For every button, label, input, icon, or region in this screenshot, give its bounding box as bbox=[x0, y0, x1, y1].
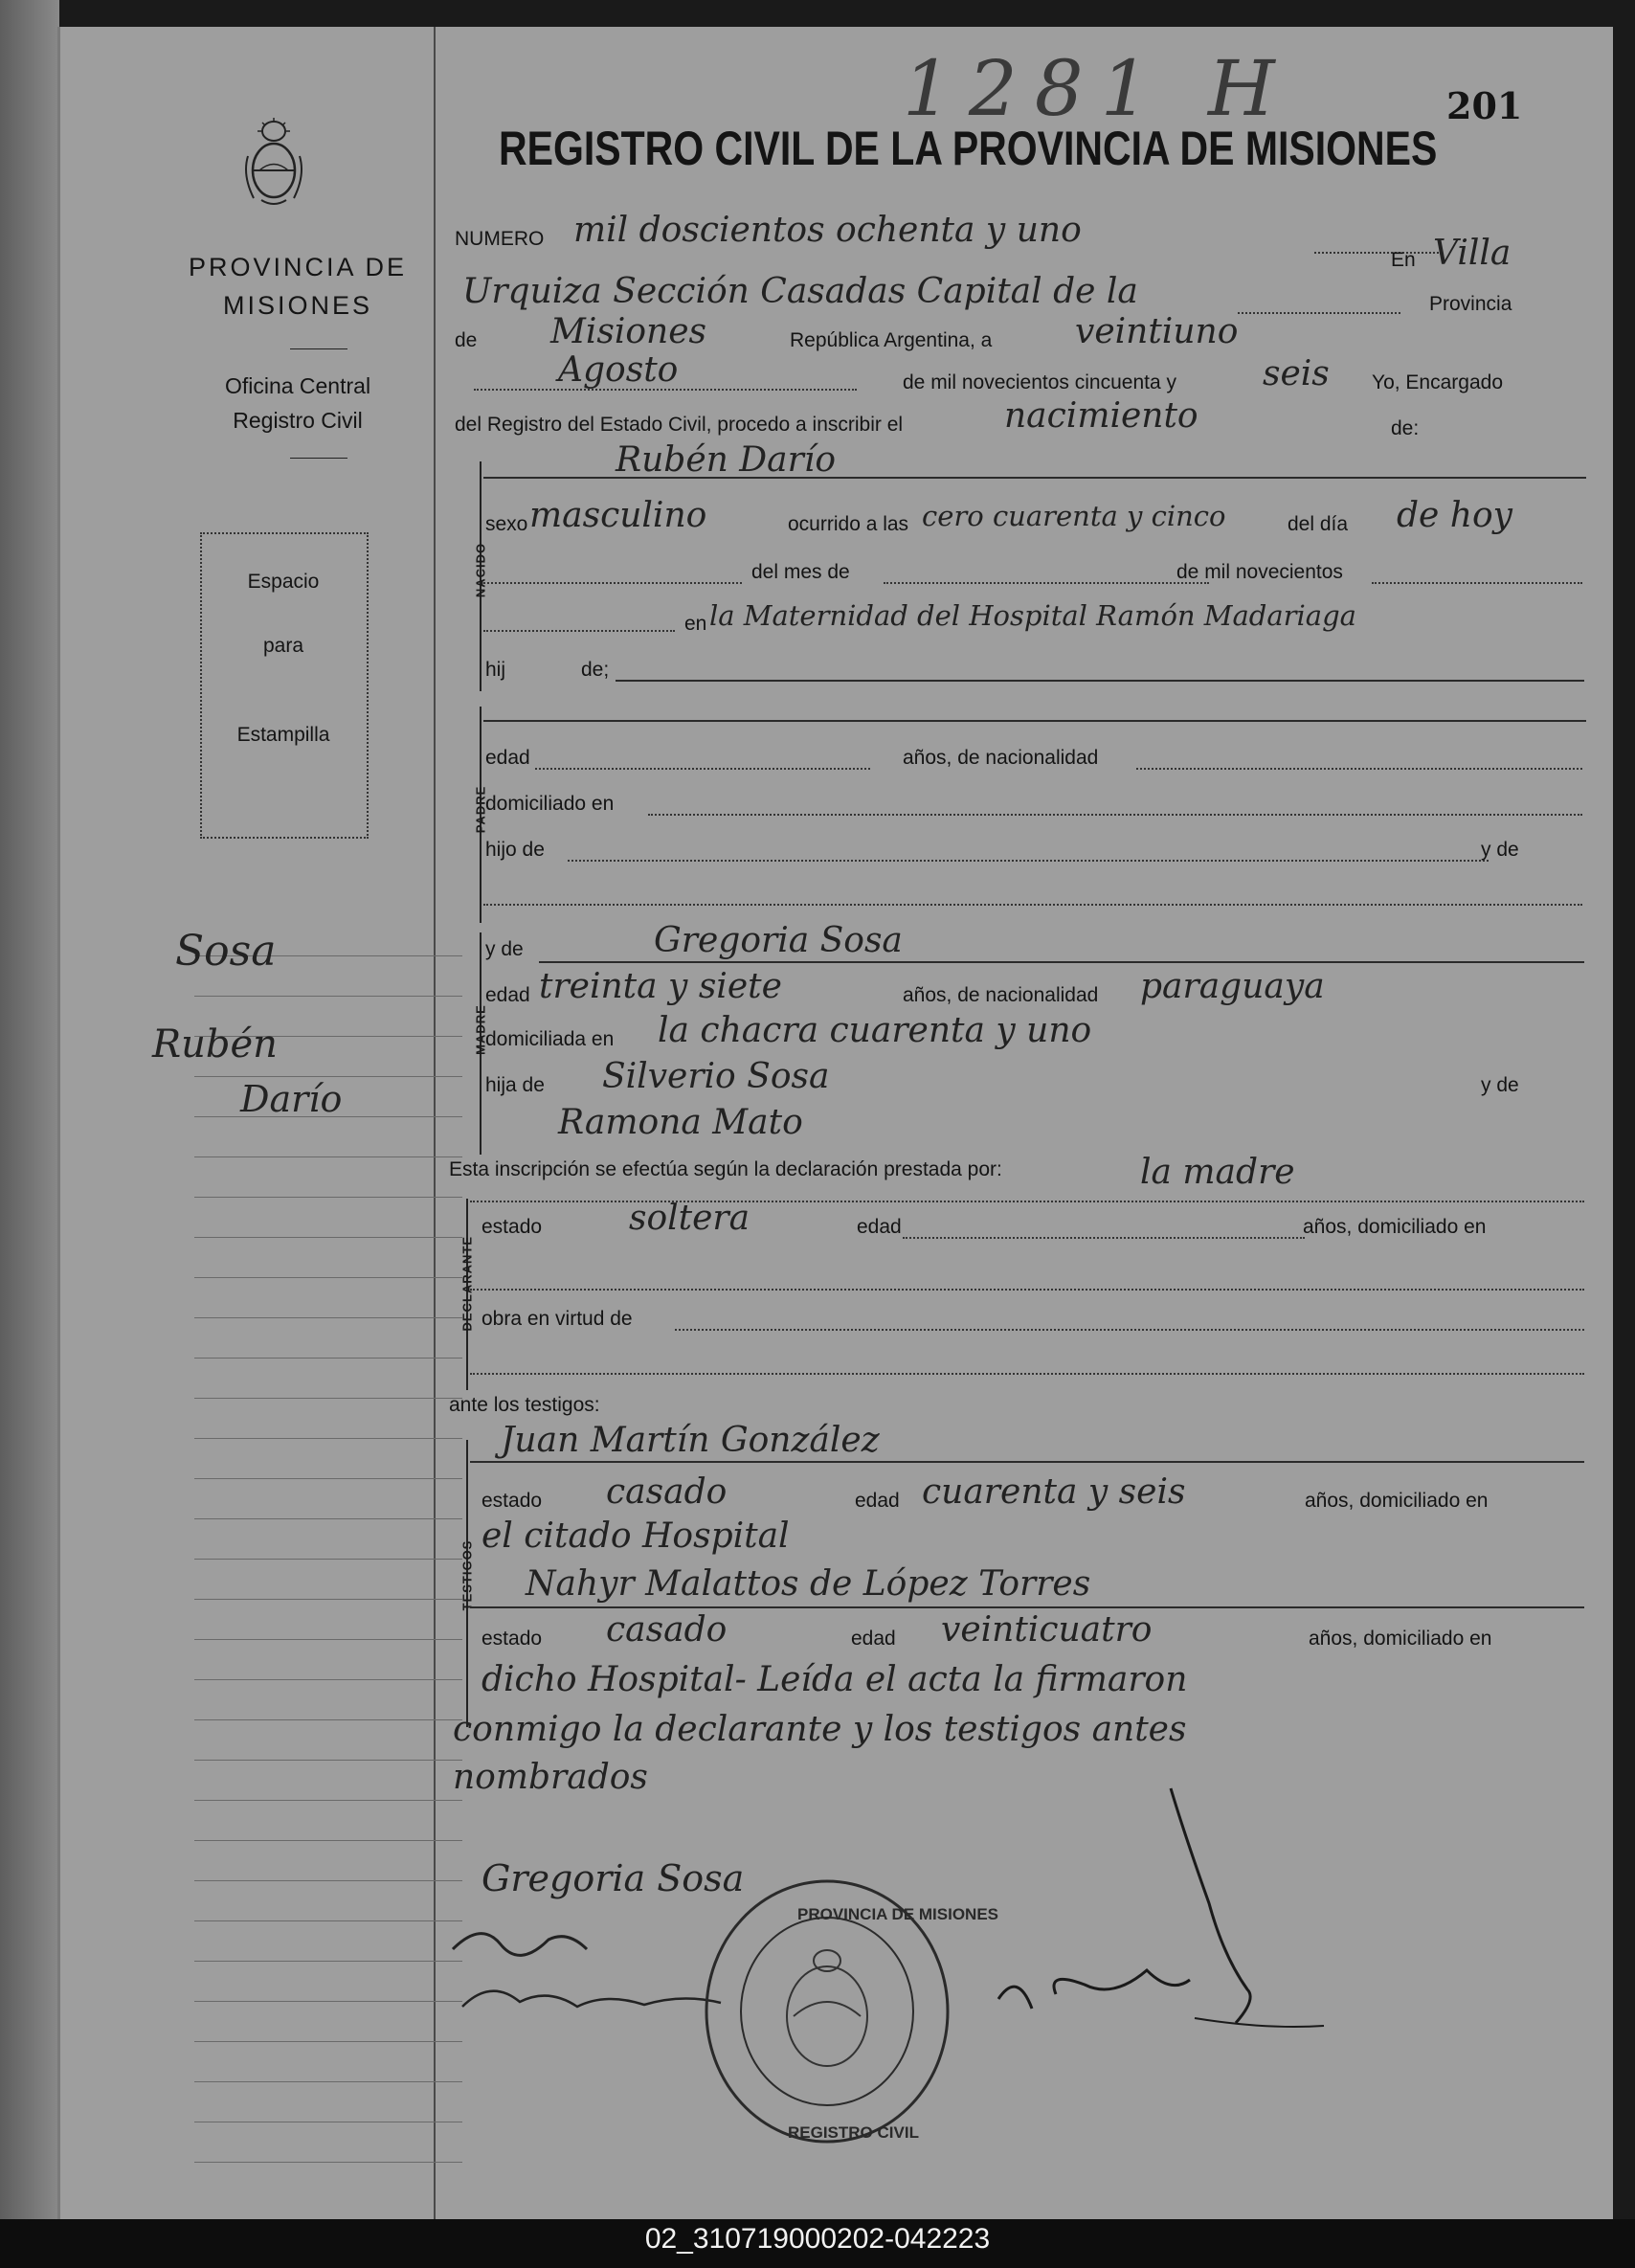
closing-line1: dicho Hospital- Leída el acta la firmaron bbox=[482, 1660, 1188, 1699]
de2-label: de: bbox=[1391, 417, 1420, 439]
numero-label: NUMERO bbox=[455, 228, 545, 250]
madre-nacionalidad: paraguaya bbox=[1140, 967, 1325, 1006]
register-page bbox=[57, 27, 1613, 2219]
de-label: de bbox=[455, 329, 478, 351]
seal-text-bottom: REGISTRO CIVIL bbox=[788, 2123, 919, 2142]
margin-surname: Sosa bbox=[175, 927, 277, 976]
coat-of-arms-icon bbox=[240, 118, 307, 209]
nacido-name: Rubén Darío bbox=[616, 440, 836, 480]
w2-anos-label: años, domiciliado en bbox=[1309, 1628, 1492, 1650]
obra-label: obra en virtud de bbox=[482, 1308, 633, 1330]
w1-domicilio: el citado Hospital bbox=[482, 1516, 790, 1556]
declarante-por: la madre bbox=[1140, 1153, 1295, 1192]
w1-name: Juan Martín González bbox=[501, 1421, 880, 1460]
image-id-caption: 02_310719000202-042223 bbox=[644, 2223, 991, 2255]
madre-name: Gregoria Sosa bbox=[654, 921, 903, 960]
province-line1: PROVINCIA DE bbox=[188, 253, 408, 281]
w2-estado-label: estado bbox=[482, 1628, 543, 1650]
margin-separator bbox=[434, 27, 436, 2219]
divider bbox=[290, 458, 347, 459]
w1-estado-label: estado bbox=[482, 1490, 543, 1512]
madre-anos-label: años, de nacionalidad bbox=[903, 984, 1099, 1006]
w1-estado: casado bbox=[606, 1472, 728, 1512]
declarante-anos-label: años, domiciliado en bbox=[1303, 1216, 1487, 1238]
madre-father: Silverio Sosa bbox=[602, 1057, 830, 1096]
province-value: Misiones bbox=[550, 312, 707, 351]
madre-mother: Ramona Mato bbox=[558, 1103, 803, 1142]
previous-page-edge bbox=[0, 0, 59, 2219]
closing-line3: nombrados bbox=[453, 1758, 648, 1797]
declarante-estado-label: estado bbox=[482, 1216, 543, 1238]
ocurrido-label: ocurrido a las bbox=[788, 513, 909, 535]
w2-edad-label: edad bbox=[851, 1628, 896, 1650]
testigos-label: ante los testigos: bbox=[449, 1394, 600, 1416]
padre-domicilio-label: domiciliado en bbox=[485, 793, 615, 815]
nacido-section-label: NACIDO bbox=[473, 542, 488, 598]
page-title: REGISTRO CIVIL DE LA PROVINCIA DE MISIONES bbox=[499, 122, 1438, 175]
w1-edad-label: edad bbox=[855, 1490, 900, 1512]
dia-label: del día bbox=[1288, 513, 1349, 535]
padre-edad-label: edad bbox=[485, 747, 530, 769]
divider bbox=[290, 348, 347, 349]
act-value: nacimiento bbox=[1004, 396, 1198, 436]
sexo-value: masculino bbox=[529, 496, 707, 535]
madre-y-de2-label: y de bbox=[1481, 1074, 1519, 1096]
hora-value: cero cuarenta y cinco bbox=[922, 500, 1226, 532]
closing-line2: conmigo la declarante y los testigos antes bbox=[453, 1710, 1187, 1749]
provincia-label: Provincia bbox=[1429, 293, 1512, 315]
madre-edad-value: treinta y siete bbox=[539, 967, 782, 1006]
w2-estado: casado bbox=[606, 1610, 728, 1650]
hij-label: hij bbox=[485, 659, 506, 681]
place-value: Urquiza Sección Casadas Capital de la bbox=[462, 272, 1138, 311]
testigos-section-label: TESTIGOS bbox=[459, 1539, 475, 1611]
stamp-line2: para bbox=[262, 635, 304, 657]
folio-number: 1281 H bbox=[903, 44, 1292, 133]
stamp-line3: Estampilla bbox=[236, 724, 330, 746]
officer-signature bbox=[979, 1779, 1381, 2085]
stamp-line1: Espacio bbox=[247, 571, 320, 593]
hij-de-label: de; bbox=[581, 659, 610, 681]
province-line2: MISIONES bbox=[222, 291, 373, 320]
en-value: Villa bbox=[1433, 234, 1512, 273]
w2-edad: veinticuatro bbox=[941, 1610, 1153, 1650]
w1-edad: cuarenta y seis bbox=[922, 1472, 1186, 1512]
month-value: Agosto bbox=[558, 350, 679, 390]
declarante-edad-label: edad bbox=[857, 1216, 902, 1238]
declaracion-label: Esta inscripción se efectúa según la declaración prestada por: bbox=[449, 1158, 1002, 1180]
w2-name: Nahyr Malattos de López Torres bbox=[526, 1564, 1091, 1604]
madre-edad-label: edad bbox=[485, 984, 530, 1006]
en-label: en bbox=[684, 613, 707, 635]
year-label: de mil novecientos cincuenta y bbox=[903, 371, 1176, 393]
sexo-label: sexo bbox=[485, 513, 528, 535]
padre-y-de-label: y de bbox=[1481, 839, 1519, 861]
w1-anos-label: años, domiciliado en bbox=[1305, 1490, 1489, 1512]
padre-anos-label: años, de nacionalidad bbox=[903, 747, 1099, 769]
republica-label: República Argentina, a bbox=[790, 329, 993, 351]
numero-value: mil doscientos ochenta y uno bbox=[573, 211, 1082, 250]
padre-section-label: PADRE bbox=[473, 785, 488, 834]
madre-domicilio-label: domiciliada en bbox=[485, 1028, 615, 1050]
day-value: veintiuno bbox=[1075, 312, 1239, 351]
mil-label: de mil novecientos bbox=[1176, 561, 1343, 583]
mes-label: del mes de bbox=[751, 561, 850, 583]
signature-gregoria: Gregoria Sosa bbox=[482, 1857, 745, 1899]
madre-hija-label: hija de bbox=[485, 1074, 545, 1096]
seal-text-top: PROVINCIA DE MISIONES bbox=[797, 1905, 999, 1923]
madre-domicilio-value: la chacra cuarenta y uno bbox=[658, 1011, 1092, 1050]
declarante-section-label: DECLARANTE bbox=[459, 1235, 475, 1332]
office-line2: Registro Civil bbox=[233, 408, 363, 433]
year-value: seis bbox=[1263, 354, 1330, 393]
lugar-value: la Maternidad del Hospital Ramón Madariaga bbox=[709, 599, 1356, 632]
registro-label: del Registro del Estado Civil, procedo a inscribir el bbox=[455, 414, 904, 436]
margin-name1: Rubén bbox=[152, 1022, 278, 1067]
declarante-estado: soltera bbox=[629, 1199, 750, 1238]
dia-value: de hoy bbox=[1397, 496, 1512, 535]
office-line1: Oficina Central bbox=[224, 373, 371, 398]
page-number: 201 bbox=[1446, 84, 1523, 127]
madre-y-de-label: y de bbox=[485, 938, 524, 960]
padre-hijo-label: hijo de bbox=[485, 839, 545, 861]
margin-name2: Darío bbox=[240, 1078, 343, 1120]
en-label: En bbox=[1391, 249, 1416, 271]
encargado-label: Yo, Encargado bbox=[1372, 371, 1504, 393]
madre-section-label: MADRE bbox=[473, 1004, 488, 1055]
